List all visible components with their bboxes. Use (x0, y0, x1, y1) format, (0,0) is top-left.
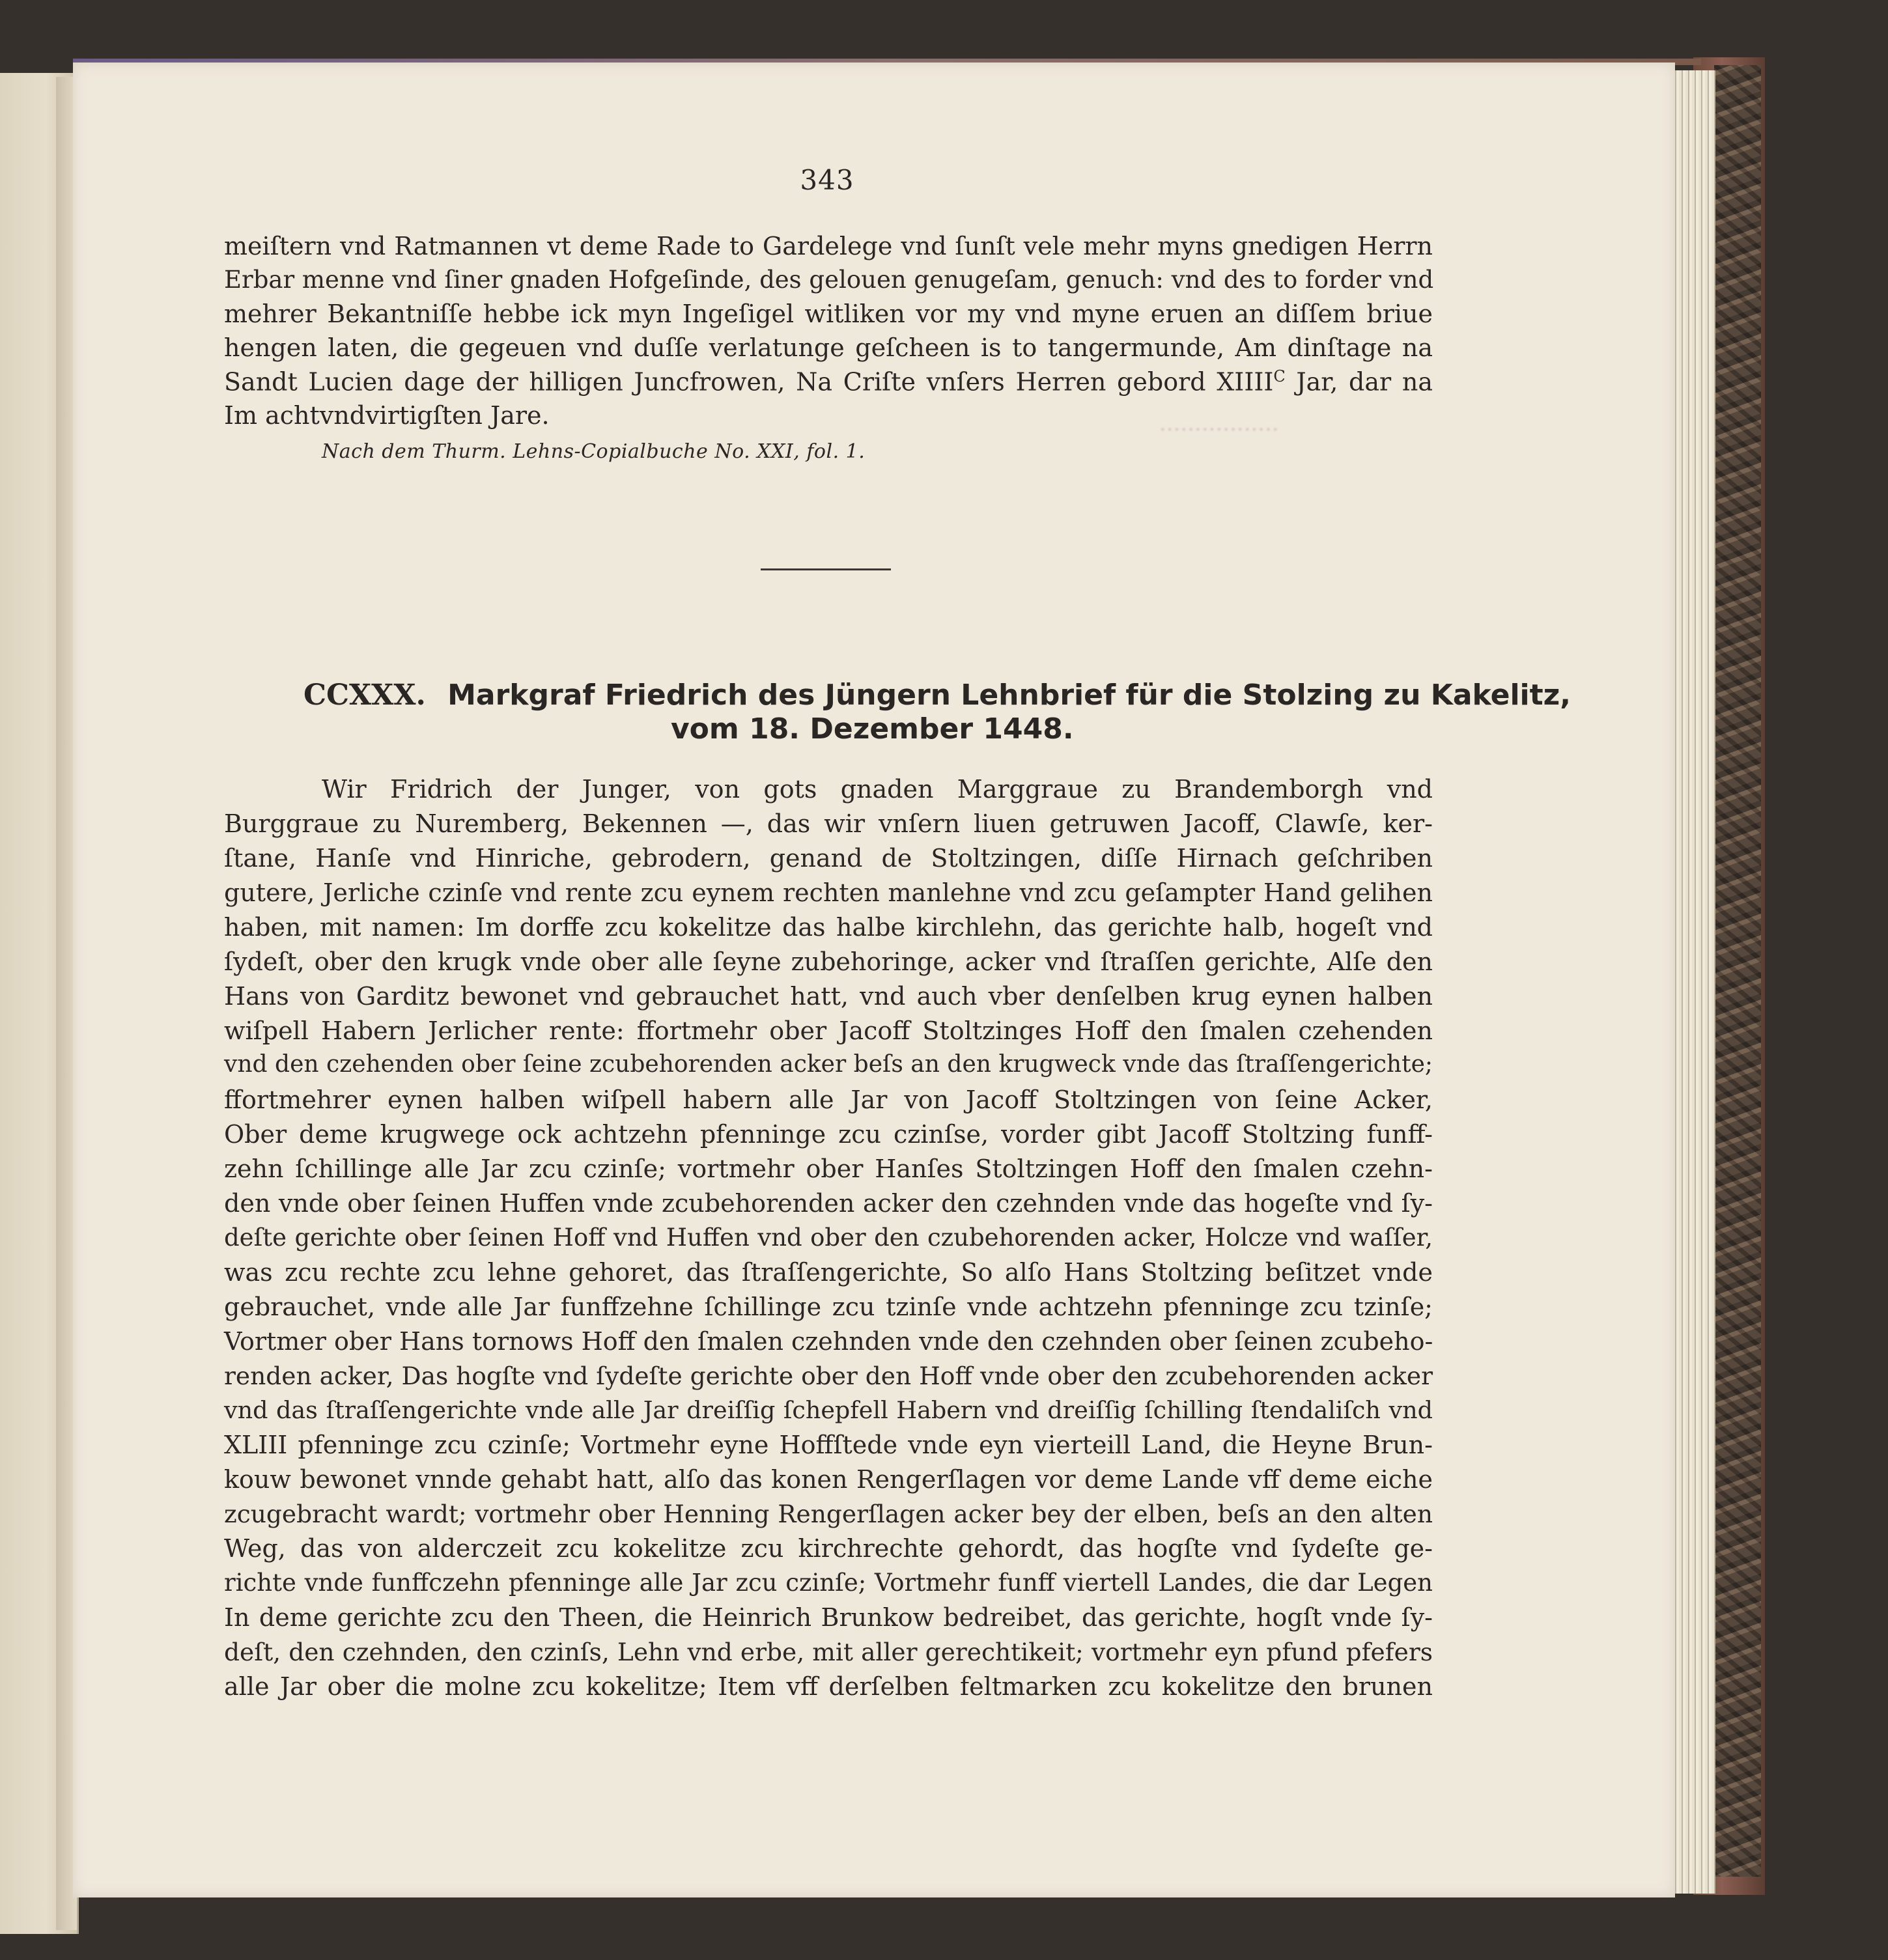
document-line: vnd das ſtraſſengerichte vnde alle Jar dreiſſig ſchepfell Habern vnd dreiſſig ſchilling ſtendaliſch vnd (224, 1396, 1433, 1424)
document-line: zehn ſchillinge alle Jar zcu czinſe; vortmehr ober Hanſes Stoltzingen Hoff den ſmalen czehn- (224, 1155, 1433, 1183)
document-line: ſydeſt, ober den krugk vnde ober alle ſeyne zubehoringe, acker vnd ſtraſſen gerichte, Alſe den (224, 947, 1433, 976)
continuation-line-with-superscript (224, 367, 1433, 397)
document-line: Weg, das von alderczeit zcu kokelitze zcu kirchrechte gehordt, das hogſte vnd ſydeſte ge- (224, 1534, 1433, 1563)
continuation-line: mehrer Bekantniſſe hebbe ick myn Ingeſigel witliken vor my vnd myne eruen an diſſem briue (224, 300, 1433, 328)
document-number: CCXXX. (303, 679, 426, 712)
document-line: kouw bewonet vnnde gehabt hatt, alſo das konen Rengerſlagen vor deme Lande vff deme eiche (224, 1465, 1433, 1494)
document-line: Vortmer ober Hans tornows Hoff den ſmalen czehnden vnde den czehnden ober ſeinen zcubeho- (224, 1327, 1433, 1356)
continuation-line: hengen laten, die gegeuen vnd duſſe verlatunge geſcheen is to tangermunde, Am dinſtage na (224, 333, 1433, 362)
document-line: deſt, den czehnden, den czinſs, Lehn vnd erbe, mit aller gerechtikeit; vortmehr eyn pfund pfefers (224, 1638, 1433, 1666)
page-number: 343 (800, 164, 854, 196)
document-line: gutere, Jerliche czinſe vnd rente zcu eynem rechten manlehne vnd zcu geſampter Hand gelihen (224, 878, 1433, 907)
section-divider (761, 568, 891, 570)
document-line: wiſpell Habern Jerlicher rente: ffortmehr ober Jacoff Stoltzinges Hoff den ſmalen czehenden (224, 1016, 1433, 1045)
continuation-line: Im achtvndvirtigſten Jare. (224, 401, 550, 430)
continuation-line-tail: Jar, dar na (1285, 367, 1433, 397)
document-line: vnd den czehenden ober ſeine zcubehorenden acker beſs an den krugweck vnde das ſtraſſengerichte; (224, 1051, 1433, 1078)
document-line: XLIII pfenninge zcu czinſe; Vortmehr eyne Hoffſtede vnde eyn vierteill Land, die Heyne Brun- (224, 1431, 1433, 1459)
document-line: Ober deme krugwege ock achtzehn pfenninge zcu czinſse, vorder gibt Jacoff Stoltzing funff- (224, 1120, 1433, 1149)
superscript-c: C (1273, 367, 1286, 385)
document-title-line2: vom 18. Dezember 1448. (671, 712, 1074, 746)
document-line: was zcu rechte zcu lehne gehoret, das ſtraſſengerichte, So alſo Hans Stoltzing beſitzet vnde (224, 1258, 1433, 1287)
marbled-endpaper (1714, 65, 1761, 1877)
document-line: Hans von Garditz bewonet vnd gebrauchet hatt, vnd auch vber denſelben krug eynen halben (224, 982, 1433, 1011)
document-line: alle Jar ober die molne zcu kokelitze; Item vff derſelben feltmarken zcu kokelitze den brunen (224, 1672, 1433, 1701)
document-line: renden acker, Das hogſte vnd ſydeſte gerichte ober den Hoff vnde ober den zcubehorenden acker (224, 1362, 1433, 1390)
document-heading (303, 679, 1571, 712)
document-line: deſte gerichte ober ſeinen Hoff vnd Huffen vnd ober den czubehorenden acker, Holcze vnd waſſer, (224, 1224, 1433, 1252)
document-line: gebrauchet, vnde alle Jar funffzehne ſchillinge zcu tzinſe vnde achtzehn pfenninge zcu tzinſe; (224, 1293, 1433, 1321)
document-line: zcugebracht wardt; vortmehr ober Henning Rengerſlagen acker bey der elben, beſs an den alten (224, 1500, 1433, 1528)
document-title-line1: Markgraf Friedrich des Jüngern Lehnbrief für die Stolzing zu Kakelitz, (447, 679, 1571, 712)
document-line: haben, mit namen: Im dorffe zcu kokelitze das halbe kirchlehn, das gerichte halb, hogeſt vnd (224, 913, 1433, 942)
source-citation: Nach dem Thurm. Lehns-Copialbuche No. XXI, fol. 1. (322, 440, 866, 463)
document-line: richte vnde funffczehn pfenninge alle Jar zcu czinſe; Vortmehr funff viertell Landes, die dar Legen (224, 1569, 1433, 1597)
show-through-text: ················· (1159, 417, 1279, 443)
continuation-line-part: Sandt Lucien dage der hilligen Juncfrowen, Na Criſte vnſers Herren gebord XIIII (224, 367, 1274, 397)
continuation-line: meiſtern vnd Ratmannen vt deme Rade to Gardelege vnd ſunſt vele mehr myns gnedigen Herrn (224, 232, 1433, 260)
page-stack-edge (1672, 70, 1715, 1894)
document-line: den vnde ober ſeinen Huffen vnde zcubehorenden acker den czehnden vnde das hogeſte vnd ſy- (224, 1189, 1433, 1218)
document-line: Wir Fridrich der Junger, von gots gnaden Marggraue zu Brandemborgh vnd (322, 775, 1433, 804)
document-line: In deme gerichte zcu den Theen, die Heinrich Brunkow bedreibet, das gerichte, hogſt vnde ſy- (224, 1603, 1433, 1632)
document-line: Burggraue zu Nuremberg, Bekennen —, das wir vnſern liuen getruwen Jacoff, Clawſe, ker- (224, 809, 1433, 838)
document-line: ſtane, Hanſe vnd Hinriche, gebrodern, genand de Stoltzingen, diſſe Hirnach geſchriben (224, 844, 1433, 873)
document-line: ffortmehrer eynen halben wiſpell habern alle Jar von Jacoff Stoltzingen von ſeine Acker, (224, 1085, 1433, 1114)
continuation-line: Erbar menne vnd ſiner gnaden Hofgeſinde, des gelouen genugeſam, genuch: vnd des to forder vnd (224, 266, 1434, 294)
